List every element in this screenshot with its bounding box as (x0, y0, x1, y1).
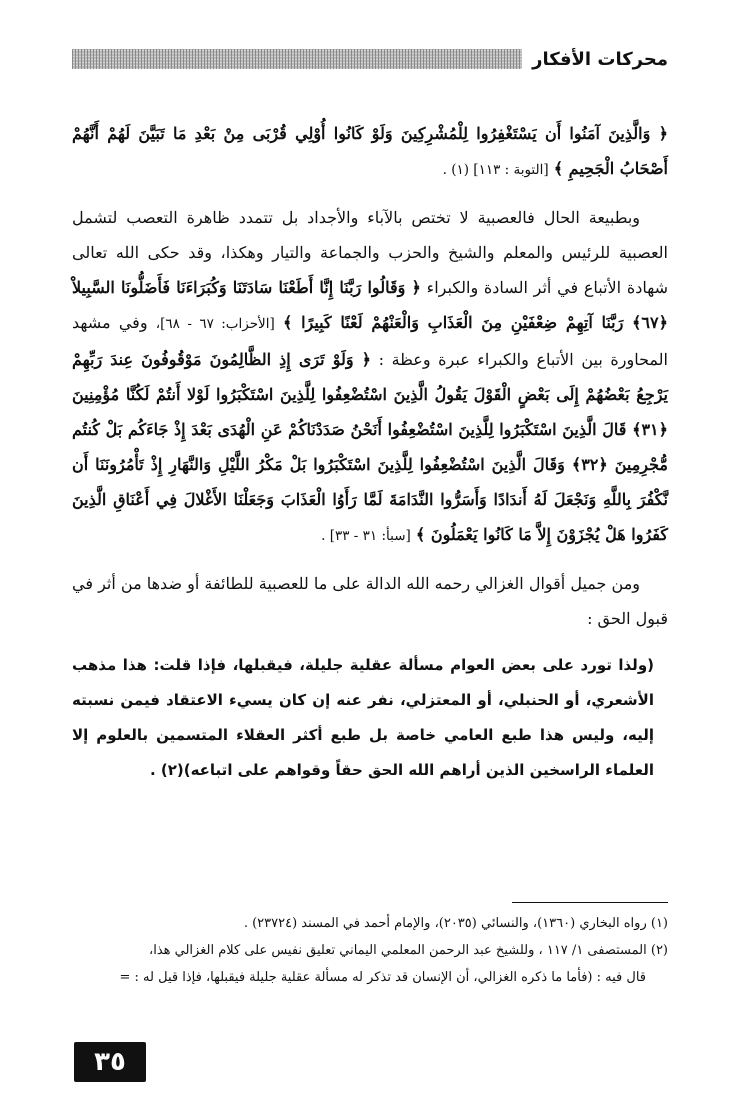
running-header (72, 44, 668, 74)
paragraph-2 (72, 200, 668, 554)
page-number: ٣٥ (74, 1042, 146, 1082)
quran-verse: ﴿ وَالَّذِينَ آمَنُوا أَن يَسْتَغْفِرُوا لِلْمُشْرِكِينَ وَلَوْ كَانُوا أُوْلِي قُرْبَى مِنْ بَعْدِ مَا تَبَيَّنَ لَهُمْ أَنَّهُمْ أَصْحَابُ الْجَحِيمِ ﴾ (72, 124, 668, 178)
verse-reference: [الأحزاب: ٦٧ - ٦٨]، (155, 316, 275, 332)
paragraph-text: ومن جميل أقوال الغزالي رحمه الله الدالة على ما للعصبية للطائفة أو ضدها من أثر في قبول الحق : (72, 574, 668, 628)
quran-verse: ﴿ وَلَوْ تَرَى إِذِ الظَّالِمُونَ مَوْقُوفُونَ عِندَ رَبِّهِمْ يَرْجِعُ بَعْضُهُمْ إِلَى بَعْضٍ الْقَوْلَ يَقُولُ الَّذِينَ اسْتُضْعِفُوا لِلَّذِينَ اسْتَكْبَرُوا لَوْلا أَنتُمْ لَكُنَّا مُؤْمِنِينَ ﴿٣١﴾ قَالَ الَّذِينَ اسْتَكْبَرُوا لِلَّذِينَ اسْتُضْعِفُوا أَنَحْنُ صَدَدْنَاكُمْ عَنِ الْهُدَى بَعْدَ إِذْ جَاءَكُم بَلْ كُنتُم مُّجْرِمِينَ ﴿٣٢﴾ وَقَالَ الَّذِينَ اسْتُضْعِفُوا لِلَّذِينَ اسْتَكْبَرُوا بَلْ مَكْرُ اللَّيْلِ وَالنَّهَارِ إِذْ تَأْمُرُونَنَا أَن نَّكْفُرَ بِاللَّهِ وَنَجْعَلَ لَهُ أَندَادًا وَأَسَرُّوا النَّدَامَةَ لَمَّا رَأَوُا الْعَذَابَ وَجَعَلْنَا الأَغْلالَ فِي أَعْنَاقِ الَّذِينَ كَفَرُوا هَلْ يُجْزَوْنَ إِلاَّ مَا كَانُوا يَعْمَلُونَ ﴾ (72, 350, 669, 544)
footnote-separator (512, 902, 668, 903)
paragraph-1 (72, 116, 668, 188)
footnotes (72, 910, 668, 991)
verse-reference: [التوبة : ١١٣] (١) . (442, 162, 549, 178)
header-title: محركات الأفكار (532, 48, 668, 70)
verse-reference: [سبأ: ٣١ - ٣٣] . (321, 528, 411, 544)
paragraph-text: وبطبيعة الحال فالعصبية لا تختص بالآباء والأجداد بل تتمدد ظاهرة التعصب لتشمل العصبية للرئيس والمعلم والشيخ والحزب والجماعة والتيار وهكذا، وقد حكى الله تعالى شهادة الأتباع في أثر السادة والكبراء (72, 208, 669, 297)
paragraph-3 (72, 566, 668, 636)
header-decorative-bar (72, 49, 522, 69)
footnote-2-continued: قال فيه : (فأما ما ذكره الغزالي، أن الإنسان قد تذكر له مسألة عقلية جليلة فيقبلها، فإذا قيل له : = (119, 970, 646, 985)
ghazali-quote: (ولذا تورد على بعض العوام مسألة عقلية جليلة، فيقبلها، فإذا قلت: هذا مذهب الأشعري، أو الحنبلي، أو المعتزلي، نفر عنه إن كان يسيء الاعتقاد فيمن نسبته إليه، وليس هذا طبع العامي خاصة بل طبع أكثر العقلاء المتسمين بالعلوم إلا العلماء الراسخين الذين أراهم الله الحق حقاً وقواهم على اتباعه)(٢) . (72, 656, 654, 779)
footnote-1: (١) رواه البخاري (١٣٦٠)، والنسائي (٢٠٣٥)، والإمام أحمد في المسند (٢٣٧٢٤) . (243, 916, 668, 931)
main-text (72, 116, 668, 788)
footnote-2: (٢) المستصفى ١/ ١١٧ ، وللشيخ عبد الرحمن المعلمي اليماني تعليق نفيس على كلام الغزالي هذا، (149, 943, 668, 958)
quran-verse: ﴿ وَقَالُوا رَبَّنَا إِنَّا أَطَعْنَا سَادَتَنَا وَكُبَرَاءَنَا فَأَضَلُّونَا السَّبِيلاْ ﴿٦٧﴾ رَبَّنَا آتِهِمْ ضِعْفَيْنِ مِنَ الْعَذَابِ وَالْعَنْهُمْ لَعْنًا كَبِيرًا ﴾ (72, 278, 668, 332)
paragraph-text: وفي مشهد المحاورة بين الأتباع والكبراء عبرة وعظة : (72, 313, 668, 369)
